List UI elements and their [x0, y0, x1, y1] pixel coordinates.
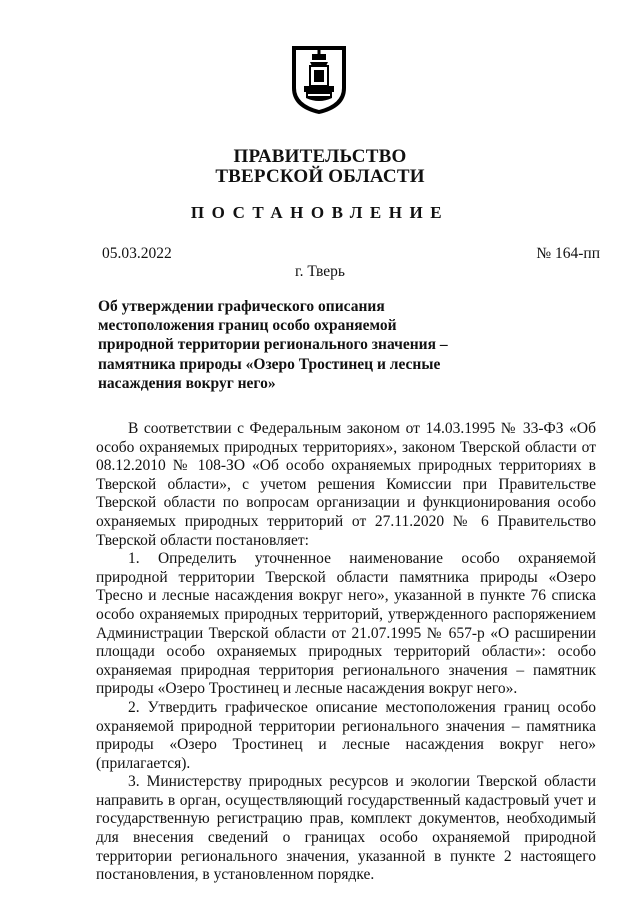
subject-line: насаждения вокруг него»	[98, 374, 276, 392]
body-paragraph-2: 2. Утвердить графическое описание местоположения границ особо охраняемой природной территории регионального значения – памятника природы «Озеро Тростинец и лесные насаждения вокруг него» (прилагается).	[96, 698, 596, 772]
document-city: г. Тверь	[295, 263, 345, 280]
subject-line: местоположения границ особо охраняемой	[98, 317, 397, 335]
document-date: 05.03.2022	[102, 245, 172, 262]
tver-coat-of-arms-icon	[290, 44, 348, 116]
subject-line: памятника природы «Озеро Тростинец и лесные	[98, 355, 441, 373]
subject-line: природной территории регионального значения –	[98, 336, 448, 354]
body-paragraph-preamble: В соответствии с Федеральным законом от 14.03.1995 № 33-ФЗ «Об особо охраняемых природных территориях», законом Тверской области от 08.12.2010 № 108-ЗО «Об особо охраняемых природных территориях в Тверской области», с учетом решения Комиссии при Правительстве Тверской области по вопросам организации и функционирования особо охраняемых природных территорий от 27.11.2020 № 6 Правительство Тверской области постановляет:	[96, 420, 596, 549]
document-subject	[98, 297, 448, 393]
document-number: № 164-пп	[536, 245, 600, 262]
document-body	[96, 420, 596, 885]
body-paragraph-3: 3. Министерству природных ресурсов и экологии Тверской области направить в орган, осуществляющий государственный кадастровый учет и государственную регистрацию прав, комплект документов, необходимый для внесения сведений о границах особо охраняемой природной территории регионального значения, указанной в пункте 2 настоящего постановления, в установленном порядке.	[96, 773, 596, 884]
document-type: ПОСТАНОВЛЕНИЕ	[190, 203, 450, 222]
org-name-line2: ТВЕРСКОЙ ОБЛАСТИ	[215, 166, 425, 187]
body-paragraph-1: 1. Определить уточненное наименование особо охраняемой природной территории Тверской области памятника природы «Озеро Тресно и лесные насаждения вокруг него», указанной в пункте 76 списка особо охраняемых природных территорий, утвержденного распоряжением Администрации Тверской области от 21.07.1995 № 657-р «О расширении площади особо охраняемых природных территорий области»: особо охраняемая природная территория регионального значения – памятник природы «Озеро Тростинец и лесные насаждения вокруг него».	[96, 550, 596, 698]
subject-line: Об утверждении графического описания	[98, 298, 385, 315]
org-name-line1: ПРАВИТЕЛЬСТВО	[233, 146, 407, 167]
